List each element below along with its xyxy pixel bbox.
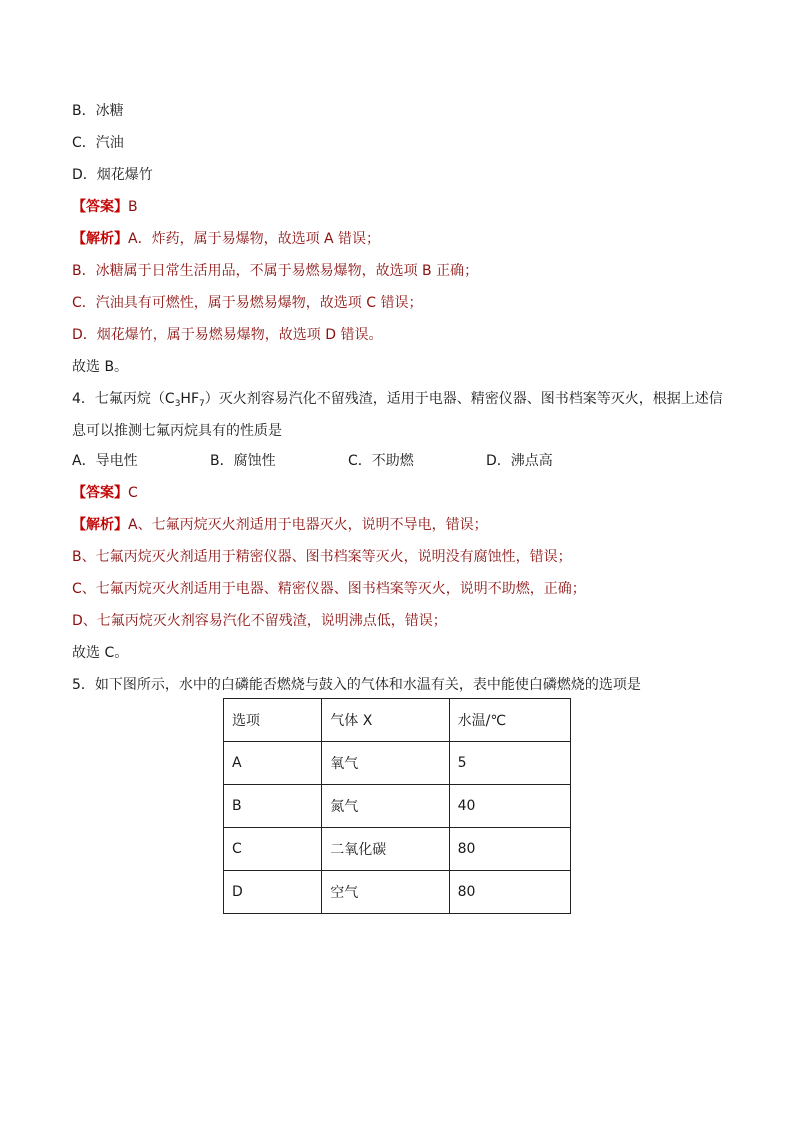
q4-option-a: A．导电性 [72, 453, 138, 469]
q3-analysis-line4: D．烟花爆竹，属于易燃易爆物，故选项 D 错误。 [72, 327, 383, 343]
q3-option-c: C．汽油 [72, 135, 124, 151]
table-cell: 5 [449, 742, 570, 785]
q3-conclusion: 故选 B。 [72, 359, 129, 375]
q3-answer [72, 197, 138, 217]
table-row [224, 742, 571, 785]
table-row [224, 785, 571, 828]
answer-tag: 【答案】 [72, 199, 128, 215]
q5-table [223, 698, 571, 914]
table-header-cell: 选项 [224, 699, 322, 742]
table-cell: 80 [449, 871, 570, 914]
table-cell: C [224, 828, 322, 871]
q3-analysis-line2: B．冰糖属于日常生活用品，不属于易燃易爆物，故选项 B 正确； [72, 263, 479, 279]
q3-analysis-line1 [72, 229, 380, 249]
q5-stem: 5．如下图所示，水中的白磷能否燃烧与鼓入的气体和水温有关，表中能使白磷燃烧的选项是 [72, 677, 641, 693]
answer-value: C [128, 485, 138, 501]
analysis-tag: 【解析】 [72, 231, 128, 247]
q4-stem-line1: 4．七氟丙烷$(C_3HF_7)$灭火剂容易汽化不留残渣，适用于电器、精密仪器、图书档案等灭火，根据上述信 [72, 391, 723, 409]
analysis-text: A．炸药，属于易爆物，故选项 A 错误； [128, 231, 381, 247]
table-cell: A [224, 742, 322, 785]
answer-tag: 【答案】 [72, 485, 128, 501]
table-header-cell: 水温/℃ [449, 699, 570, 742]
q4-stem-line2: 息可以推测七氟丙烷具有的性质是 [72, 423, 282, 439]
q4-answer [72, 483, 138, 503]
table-cell: D [224, 871, 322, 914]
q4-option-c: C．不助燃 [348, 453, 414, 469]
q4-conclusion: 故选 C。 [72, 645, 129, 661]
q4-option-b: B．腐蚀性 [210, 453, 276, 469]
table-row [224, 871, 571, 914]
table-cell: B [224, 785, 322, 828]
q3-option-d: D．烟花爆竹 [72, 167, 153, 183]
table-header-cell: 气体 X [322, 699, 449, 742]
q4-analysis-line3: C、七氟丙烷灭火剂适用于电器、精密仪器、图书档案等灭火，说明不助燃，正确； [72, 581, 586, 597]
table-cell: 氮气 [322, 785, 449, 828]
q4-option-d: D．沸点高 [486, 453, 553, 469]
q3-analysis-line3: C．汽油具有可燃性，属于易燃易爆物，故选项 C 错误； [72, 295, 423, 311]
table-cell: 80 [449, 828, 570, 871]
table-header-row [224, 699, 571, 742]
analysis-text: A、七氟丙烷灭火剂适用于电器灭火，说明不导电，错误； [128, 517, 488, 533]
q3-option-b: B．冰糖 [72, 103, 124, 119]
answer-value: B [128, 199, 138, 215]
q4-analysis-line1 [72, 515, 488, 535]
table-row [224, 828, 571, 871]
table-cell: 空气 [322, 871, 449, 914]
table-cell: 40 [449, 785, 570, 828]
table-cell: 氧气 [322, 742, 449, 785]
analysis-tag: 【解析】 [72, 517, 128, 533]
table-cell: 二氧化碳 [322, 828, 449, 871]
q4-analysis-line4: D、七氟丙烷灭火剂容易汽化不留残渣，说明沸点低，错误； [72, 613, 447, 629]
q4-analysis-line2: B、七氟丙烷灭火剂适用于精密仪器、图书档案等灭火，说明没有腐蚀性，错误； [72, 549, 572, 565]
